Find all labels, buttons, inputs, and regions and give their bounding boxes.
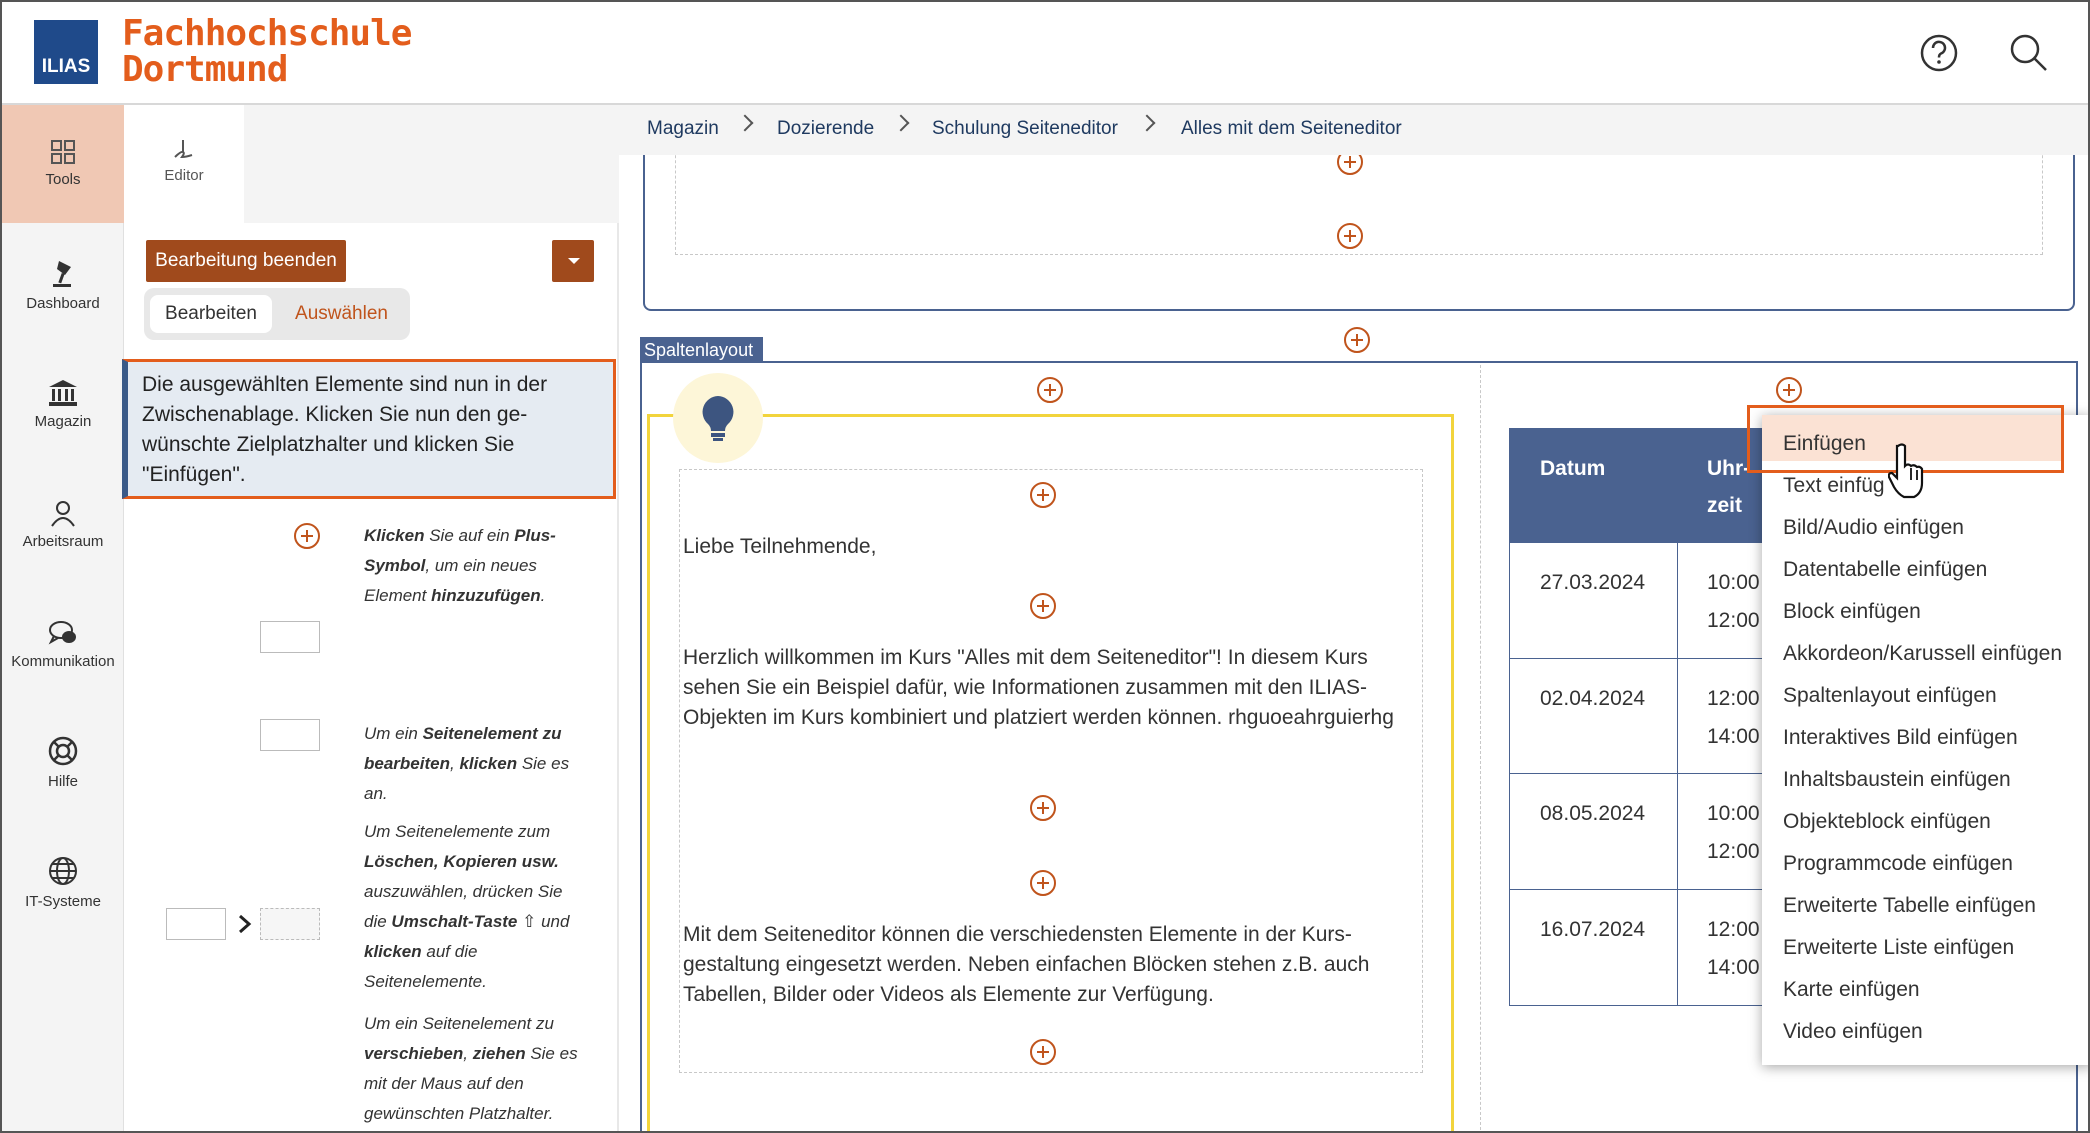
insert-context-menu xyxy=(1762,415,2090,1065)
element-sample-icon xyxy=(260,719,320,751)
mainbar-magazin[interactable] xyxy=(2,345,124,463)
column-divider xyxy=(1480,365,1481,1133)
plus-icon[interactable] xyxy=(1030,482,1056,508)
plus-icon[interactable] xyxy=(1776,377,1802,403)
editor-tab-label: Editor xyxy=(164,167,204,184)
chevron-right-icon xyxy=(893,115,910,132)
plus-icon[interactable] xyxy=(1337,223,1363,249)
table-cell: 10:00 xyxy=(1707,802,1760,825)
table-cell: 12:00 xyxy=(1707,840,1760,863)
bank-icon xyxy=(48,379,78,407)
breadcrumb xyxy=(619,105,2090,155)
table-cell: 14:00 xyxy=(1707,956,1760,979)
person-icon xyxy=(49,499,77,527)
mainbar-label: Tools xyxy=(45,171,81,188)
menu-item-accordion[interactable]: Akkordeon/Karussell einfügen xyxy=(1783,642,2063,665)
table-cell: 12:00 xyxy=(1707,687,1760,710)
mainbar-label: Dashboard xyxy=(26,295,100,312)
chevron-right-icon xyxy=(1139,115,1156,132)
table-cell: 16.07.2024 xyxy=(1540,918,1646,941)
lifebuoy-icon xyxy=(47,735,79,767)
menu-item-code[interactable]: Programmcode einfügen xyxy=(1783,852,2013,875)
table-cell: 14:00 xyxy=(1707,725,1760,748)
plus-icon[interactable] xyxy=(1030,870,1056,896)
mainbar-label: Arbeitsraum xyxy=(22,533,104,550)
table-cell: 02.04.2024 xyxy=(1540,687,1646,710)
menu-item-video[interactable]: Video einfügen xyxy=(1783,1020,1923,1043)
help-edit: Um ein Seitenelement zu bearbeiten, klicken Sie es an. xyxy=(364,724,570,803)
mainbar-label: Kommunikation xyxy=(11,653,115,670)
mode-select-button[interactable]: Auswählen xyxy=(295,303,388,324)
brand-line1: Fachhochschule xyxy=(122,13,412,54)
plus-icon[interactable] xyxy=(1344,327,1370,353)
lightbulb-icon xyxy=(698,394,738,442)
globe-icon xyxy=(47,855,79,887)
mode-toggle xyxy=(144,288,410,340)
chevron-right-icon xyxy=(737,115,754,132)
plus-icon[interactable] xyxy=(1030,1039,1056,1065)
tab-editor[interactable] xyxy=(124,105,244,223)
menu-item-object-block[interactable]: Objekteblock einfügen xyxy=(1783,810,1991,833)
hand-cursor-icon xyxy=(1888,442,1928,500)
chevron-right-icon xyxy=(236,913,254,935)
help-add: Klicken Sie auf ein Plus-Symbol, um ein neues Element hinzuzufügen. xyxy=(364,526,556,605)
help-select: Um Seitenelemente zum Löschen, Kopieren usw. auszuwählen, drücken Sie die Umschalt-Taste ⇧ und klicken auf die Seitenelemente. xyxy=(364,822,570,991)
table-cell: 08.05.2024 xyxy=(1540,802,1646,825)
mainbar-it-systeme[interactable] xyxy=(2,825,124,943)
menu-item-content-snippet[interactable]: Inhaltsbaustein einfügen xyxy=(1783,768,2011,791)
element-sample-icon xyxy=(166,908,226,940)
grid-icon xyxy=(50,139,76,165)
column-layout-label: Spaltenlayout xyxy=(640,337,763,363)
plus-icon[interactable] xyxy=(1037,377,1063,403)
slate-tabbar xyxy=(124,105,619,223)
editor-icon xyxy=(171,137,197,161)
drop-target-sample-icon xyxy=(260,908,320,940)
mainbar-label: Hilfe xyxy=(47,773,78,790)
brand-line2: Dortmund xyxy=(122,49,288,90)
menu-item-block[interactable]: Block einfügen xyxy=(1783,600,1921,623)
paragraph-welcome[interactable]: Herzlich willkommen im Kurs "Alles mit dem Seiteneditor"! In diesem Kurs sehen Sie ein Beispiel dafür, wie Informationen zusammen mit den ILIAS-Objekten im Kurs kombiniert und platziert werden können. rhguoeahrguierhg xyxy=(683,646,1394,729)
lamp-icon xyxy=(49,259,77,289)
lightbulb-badge xyxy=(673,373,763,463)
menu-item-interactive-image[interactable]: Interaktives Bild einfügen xyxy=(1783,726,2018,749)
menu-item-data-table[interactable]: Datentabelle einfügen xyxy=(1783,558,1988,581)
chat-icon xyxy=(48,619,78,647)
mode-edit-button[interactable]: Bearbeiten xyxy=(150,295,272,333)
menu-item-column-layout[interactable]: Spaltenlayout einfügen xyxy=(1783,684,1997,707)
menu-item-text[interactable]: Text einfüg xyxy=(1783,474,1885,497)
table-header-cell: zeit xyxy=(1707,494,1743,517)
table-col-divider xyxy=(1677,429,1678,1005)
ilias-logo[interactable]: ILIAS xyxy=(34,20,98,84)
tool-slate xyxy=(124,105,619,1133)
search-icon[interactable] xyxy=(2008,32,2050,74)
plus-icon[interactable] xyxy=(1030,593,1056,619)
menu-item-paste[interactable]: Einfügen xyxy=(1783,432,1866,455)
help-icon[interactable] xyxy=(1918,32,1960,74)
breadcrumb-item[interactable]: Schulung Seiteneditor xyxy=(932,118,1118,139)
table-header-cell: Datum xyxy=(1540,457,1606,480)
mainbar-tools[interactable] xyxy=(2,105,124,223)
table-cell: 12:00 xyxy=(1707,918,1760,941)
table-cell: 12:00 xyxy=(1707,609,1760,632)
mainbar-hilfe[interactable] xyxy=(2,705,124,823)
table-header-cell: Uhr- xyxy=(1707,457,1751,480)
table-cell: 27.03.2024 xyxy=(1540,571,1646,594)
breadcrumb-item[interactable]: Magazin xyxy=(647,118,719,139)
mainbar-label: IT-Systeme xyxy=(25,893,101,910)
plus-icon xyxy=(294,523,320,549)
breadcrumb-item[interactable]: Alles mit dem Seiteneditor xyxy=(1181,118,1402,139)
institution-name[interactable] xyxy=(122,13,412,90)
mainbar-arbeitsraum[interactable] xyxy=(2,465,124,583)
mainbar-dashboard[interactable] xyxy=(2,225,124,343)
menu-item-extended-table[interactable]: Erweiterte Tabelle einfügen xyxy=(1783,894,2036,917)
page-header xyxy=(2,2,2090,105)
paragraph-greeting[interactable]: Liebe Teilnehmende, xyxy=(683,535,877,558)
breadcrumb-item[interactable]: Dozierende xyxy=(777,118,875,139)
editor-dropdown-button[interactable] xyxy=(552,240,594,282)
main-bar xyxy=(2,105,124,1133)
help-move: Um ein Seitenelement zu verschieben, ziehen Sie es mit der Maus auf den gewünschten Platzhalter. xyxy=(364,1014,578,1123)
plus-icon[interactable] xyxy=(1030,795,1056,821)
finish-editing-button[interactable]: Bearbeitung beenden xyxy=(146,240,346,282)
paragraph-editor-info[interactable]: Mit dem Seiteneditor können die verschiedensten Elemente in der Kurs-gestaltung eingesetzt werden. Neben einfachen Blöcken stehen z.B. auch Tabellen, Bilder oder Videos als Elemente zur Verfügung. xyxy=(683,923,1370,1006)
clipboard-message: Die ausgewählten Elemente sind nun in der Zwischenablage. Klicken Sie nun den ge-wünschte Zielplatzhalter und klicken Sie "Einfügen". xyxy=(122,359,616,499)
mainbar-kommunikation[interactable] xyxy=(2,585,124,703)
menu-item-image-audio[interactable]: Bild/Audio einfügen xyxy=(1783,516,1964,539)
element-sample-icon xyxy=(260,621,320,653)
table-cell: 10:00 xyxy=(1707,571,1760,594)
mainbar-label: Magazin xyxy=(34,413,92,430)
menu-item-map[interactable]: Karte einfügen xyxy=(1783,978,1920,1001)
menu-item-extended-list[interactable]: Erweiterte Liste einfügen xyxy=(1783,936,2015,959)
